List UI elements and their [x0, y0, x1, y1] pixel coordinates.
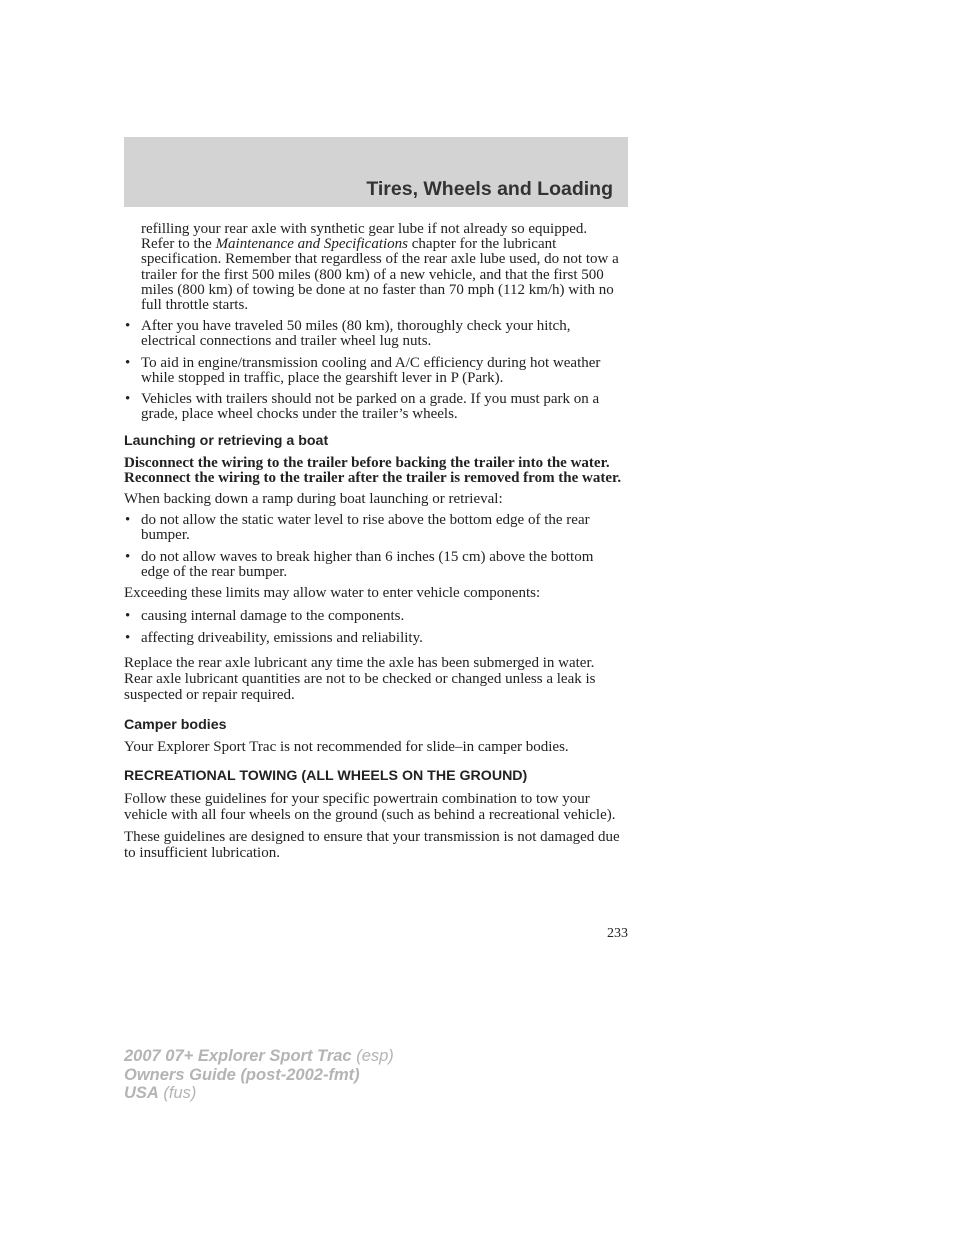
footer-line-3 [124, 1084, 394, 1103]
bullet-icon: • [125, 391, 131, 408]
footer-model: 2007 07+ Explorer Sport Trac [124, 1047, 352, 1065]
footer-line-2 [124, 1066, 394, 1085]
boat-warning: Disconnect the wiring to the trailer before backing the trailer into the water. Reconnect the wiring to the trailer after the trailer is removed from the water. [124, 454, 622, 486]
bullet-text: After you have traveled 50 miles (80 km), thoroughly check your hitch, electrical connections and trailer wheel lug nuts. [141, 318, 571, 350]
bullet-item [124, 513, 624, 543]
bullet-icon: • [125, 318, 131, 335]
towing-paragraph-1: Follow these guidelines for your specific powertrain combination to tow your vehicle with all four wheels on the ground (such as behind a recreational vehicle). [124, 790, 616, 823]
bullet-item [124, 319, 624, 349]
bullet-text: do not allow waves to break higher than 6 inches (15 cm) above the bottom edge of the rear bumper. [141, 548, 594, 580]
footer-market: USA [124, 1084, 159, 1103]
bullet-text: causing internal damage to the components. [141, 608, 405, 625]
section-heading-recreational-towing: RECREATIONAL TOWING (ALL WHEELS ON THE GROUND) [124, 767, 528, 784]
footer-guide: Owners Guide (post-2002-fmt) [124, 1065, 360, 1084]
bullet-item [124, 631, 624, 646]
bullet-text: To aid in engine/transmission cooling and A/C efficiency during hot weather while stopped in traffic, place the gearshift lever in P (Park). [141, 354, 601, 386]
intro-paragraph [124, 222, 624, 313]
section-heading-boat: Launching or retrieving a boat [124, 433, 329, 450]
bullet-item [124, 609, 624, 624]
bullet-icon: • [125, 608, 131, 625]
chapter-header-band [124, 137, 628, 207]
bullet-icon: • [125, 512, 131, 529]
footer-market-code: (fus) [158, 1084, 197, 1103]
bullet-text: do not allow the static water level to rise above the bottom edge of the rear bumper. [141, 512, 590, 544]
bullet-item [124, 392, 624, 422]
page-number: 233 [607, 926, 628, 941]
bullet-icon: • [125, 354, 131, 371]
exceeding-paragraph: Exceeding these limits may allow water to enter vehicle components: [124, 585, 541, 602]
intro-text-end: chapter for the lubricant specification. Remember that regardless of the rear axle lube used, do not tow a trailer for the first 500 miles (800 km) of a new vehicle, and that the first 500 miles (800 km) of towing be done at no faster than 70 mph (112 km/h) with no full throttle starts. [141, 236, 619, 314]
chapter-reference: Maintenance and Specifications [215, 236, 409, 253]
document-footer [124, 1047, 394, 1103]
bullet-text: Vehicles with trailers should not be parked on a grade. If you must park on a grade, place wheel chocks under the trailer’s wheels. [141, 391, 600, 423]
bullet-text: affecting driveability, emissions and reliability. [141, 630, 423, 647]
chapter-title: Tires, Wheels and Loading [366, 178, 613, 200]
bullet-icon: • [125, 548, 131, 565]
bullet-icon: • [125, 630, 131, 647]
section-heading-camper: Camper bodies [124, 716, 227, 733]
bullet-item [124, 356, 624, 386]
boat-lead-paragraph: When backing down a ramp during boat launching or retrieval: [124, 491, 503, 508]
footer-model-code: (esp) [351, 1047, 394, 1065]
bullet-item [124, 550, 624, 580]
towing-paragraph-2: These guidelines are designed to ensure that your transmission is not damaged due to insufficient lubrication. [124, 828, 620, 861]
replace-lubricant-paragraph: Replace the rear axle lubricant any time the axle has been submerged in water. Rear axle lubricant quantities are not to be checked or changed unless a leak is suspected or repair required. [124, 654, 596, 704]
intro-text-start: refilling your rear axle with synthetic gear lube if not already so equipped. Refer to the [141, 221, 588, 253]
footer-line-1 [124, 1047, 394, 1066]
camper-paragraph: Your Explorer Sport Trac is not recommended for slide–in camper bodies. [124, 739, 569, 756]
page-body [124, 222, 624, 867]
